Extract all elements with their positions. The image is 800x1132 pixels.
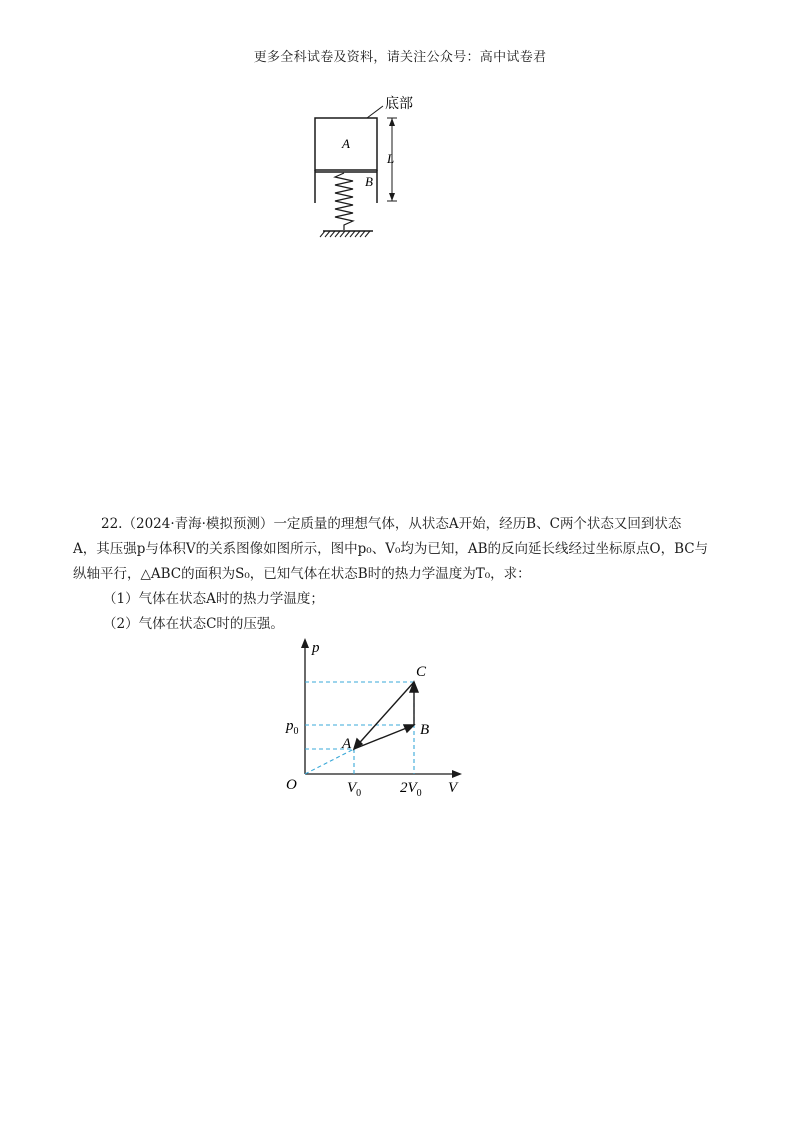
origin-label: O [286, 777, 297, 793]
problem-line-2: A，其压强p与体积V的关系图像如图所示，图中p₀、V₀均为已知，AB的反向延长线经过坐标原点O，BC与 [73, 541, 709, 557]
page-header: 更多全科试卷及资料，请关注公众号：高中试卷君 [253, 50, 547, 65]
point-b-label: B [420, 722, 430, 738]
question-1: （1）气体在状态A时的热力学温度； [103, 591, 324, 607]
spring [335, 173, 353, 230]
p0-label: $p_0$ [286, 718, 299, 737]
point-a-label: A [342, 736, 352, 752]
dash-origin-to-a [305, 749, 354, 774]
cylinder-spring-figure [305, 88, 435, 248]
label-a: A [342, 136, 350, 151]
label-bottom: 底部 [385, 97, 413, 112]
label-b: B [365, 174, 373, 189]
question-2: （2）气体在状态C时的压强。 [103, 616, 284, 632]
process-c-to-a [354, 682, 414, 749]
axis-label-v: V [448, 780, 458, 796]
axis-label-p: p [312, 640, 320, 656]
v0-label: $V_0$ [347, 780, 362, 799]
problem-22 [73, 512, 733, 637]
problem-line-1: 22.（2024·青海·模拟预测）一定质量的理想气体，从状态A开始，经历B、C两个状态又回到状态 [101, 516, 682, 532]
point-c-label: C [416, 664, 427, 680]
pv-diagram [280, 636, 470, 806]
problem-line-3: 纵轴平行，△ABC的面积为S₀，已知气体在状态B时的热力学温度为T₀，求： [73, 566, 531, 582]
two-v0-label: $2V_0$ [400, 780, 422, 799]
label-l: L [387, 151, 395, 166]
